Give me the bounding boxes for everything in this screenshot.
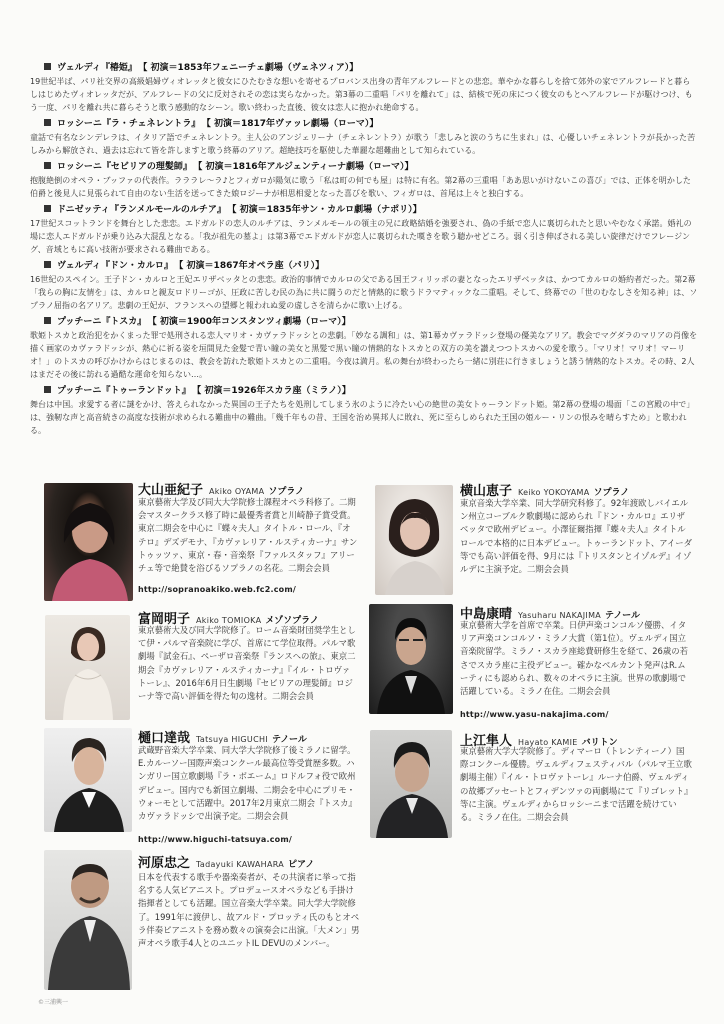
portrait-silhouette-icon	[370, 730, 452, 838]
opera-title: ドニゼッティ『ランメルモールのルチア』	[57, 205, 226, 215]
voice-type: テノール	[271, 735, 307, 745]
opera-premiere: 【 初演＝1816年アルジェンティーナ劇場（ローマ）】	[197, 162, 414, 172]
opera-title: ヴェルディ『椿姫』	[57, 63, 137, 73]
opera-synopsis: 童話で有名なシンデレラは、イタリア語でチェネレントラ。主人公のアンジェリーナ（チェネレントラ）が歌う「悲しみと涙のうちに生まれ」は、心優しいチェネレントラが長かった苦しみから解放され、過去は忘れて皆を許しますと歌う終幕のアリア。超絶技巧を駆使した華麗な超難曲として知られている。	[30, 133, 696, 155]
performer-bio: 武蔵野音楽大学卒業、同大学大学院修了後ミラノに留学。E.カルーソー国際声楽コンクール最高位等受賞歴多数。ハンガリー国立歌劇場『ラ・ボエーム』ロドルフォ役で欧州デビュー。国内でも新国立劇場、二期会を中心にプリモ・ウォーモとして活躍中。2017年2月東京二期会『トスカ』カヴァラドッシで出演予定。二期会会員	[138, 745, 357, 822]
performer-bio: 日本を代表する歌手や器楽奏者が、その共演者に挙って指名する人気ピアニスト。プロデュースオペラなども手掛け指揮者としても活躍。国立音楽大学卒業。同大学大学院修了。1991年に渡伊し、故アルド・プロッティ氏のもとオペラ伴奏ピアニストを務め数々の演奏会に出演。「大メン」男声オペラ歌手4人とのユニットIL DEVUのメンバー。	[138, 872, 360, 949]
performer-bio: 東京藝術大学及び同大大学院修士課程オペラ科修了。二期会マスタークラス修了時に最優秀者賞と川崎静子賞受賞。東京二期会を中心に『蝶々夫人』タイトル・ロール、『オテロ』デズデモナ、『カヴァレリア・ルスティカーナ』サントゥッツァ、東京・春・音楽祭『ファルスタッフ』アリーチェ等で絶賛を浴びるソプラノの名花。二期会会員	[138, 497, 358, 574]
performer-bio: 東京藝術大学を首席で卒業。日伊声楽コンコルソ優勝、イタリア声楽コンコルソ・ミラノ大賞（第1位）。ヴェルディ国立音楽院留学。ミラノ・スカラ座総費研修生を経て、26歳の若さでスカラ座に主役デビュー。確かなベルカント発声はR.ムーティにも認められ、数々のオペラに主演。世界の歌劇場で活躍している。ミラノ在住。二期会会員	[460, 620, 688, 697]
name-roman: Tatsuya HIGUCHI	[196, 735, 268, 744]
performer-photo	[375, 485, 453, 595]
performer-bio: 東京藝術大学大学院修了。ディマーロ（トレンティーノ）国際コンクール優勝。ヴェルディフェスティバル（パルマ王立歌劇場主催）『イル・トロヴァトーレ』ルーナ伯爵、ヴェルディの故郷ブッセートとフィデンツァの両劇場にて『リゴレット』等に主演。ヴェルディからロッシーニまで活躍を続けている。ミラノ在住。二期会会員	[460, 746, 692, 823]
opera-premiere: 【 初演＝1817年ヴァッレ劇場（ローマ）】	[206, 119, 379, 129]
name-ja: 河原忠之	[138, 856, 191, 871]
name-roman: Akiko TOMIOKA	[196, 616, 262, 625]
name-roman: Hayato KAMIE	[518, 738, 578, 747]
opera-synopsis: 歌姫トスカと政治犯をかくまった罪で処刑される恋人マリオ・カヴァラドッシとの悲劇。「妙なる調和」は、第1幕カヴァラドッシ登場の優美なアリア。教会でマグダラのマリアの肖像を描く画家のカヴァラドッシが、熱心に祈る姿を垣間見た金髪で青い瞳の美女と黒髪で黒い瞳の情熱的なトスカとの双方の美を讃えつつトスカへの愛を歌う。「マリオ！マリオ！マーリオ！」のトスカの呼びかけからはじまるのは、教会を訪れた歌姫トスカとの二重唱。今夜は満月。私の舞台が終わったら一緒に別荘に行きましょうと誘う情熱的なトスカ。その時、2人はまだその後に訪れる過酷な運命を知らない…。	[30, 331, 698, 379]
opera-synopsis: 舞台は中国。求愛する者に謎をかけ、答えられなかった異国の王子たちを処刑してしまう氷のように冷たい心の絶世の美女トゥーランドット姫。第2幕の登場の場面「この宮殿の中で」は、強靭な声と高音続きの高度な技術が求められる難曲中の難曲。「幾千年もの昔、王国を治め異邦人に敗れ、死に至らしめられた王国の姫ルー・リンの恨みを晴らすため」と歌われる。	[30, 400, 695, 435]
name-roman: Akiko OYAMA	[209, 487, 265, 496]
opera-title: ヴェルディ『ドン・カルロ』	[57, 261, 173, 271]
performer-url[interactable]: http://www.yasu-nakajima.com/	[460, 710, 609, 719]
opera-synopsis: 17世紀スコットランドを舞台とした悲恋。エドガルドの恋人のルチアは、ランメルモールの領主の兄に政略結婚を強要され、偽の手紙で恋人に裏切られたと思いやむなく承諾。婚礼の場に恋人エドガルドが乗り込み大混乱となる。「我が祖先の墓よ」は第3幕でエドガルドが恋人に裏切られた嘆きを歌う聴かせどころ。弱く引き伸ばされる美しい旋律だけでフレージング、音域ともに高い技術が要求される難曲である。	[30, 219, 692, 254]
opera-title: プッチーニ『トスカ』	[57, 317, 147, 327]
performer-photo	[44, 483, 133, 601]
opera-premiere: 【 初演＝1926年スカラ座（ミラノ）】	[196, 386, 351, 396]
name-ja: 上江隼人	[460, 734, 513, 749]
opera-title: ロッシーニ『セビリアの理髪師』	[57, 162, 192, 172]
voice-type: バリトン	[581, 738, 618, 748]
voice-type: テノール	[605, 611, 640, 621]
performer-bio: 東京藝術大及び同大学院修了。ローム音楽財団奨学生として伊・パルマ音楽院に学び、首席にて学位取得。パルマ歌劇場『試金石』、ペーザロ音楽祭『ランスへの旅』、東京二期会『カヴァレリア・ルスティカーナ』『イル・トロヴァトーレ』、2016年6月日生劇場『セビリアの理髪師』ロジーナ等で高い評価を得た旬の逸材。二期会会員	[138, 625, 356, 702]
opera-title: プッチーニ『トゥーランドット』	[57, 386, 191, 396]
opera-synopsis: 19世紀半ば、パリ社交界の高級娼婦ヴィオレッタと彼女にひたむきな想いを寄せるプロバンス出身の青年アルフレードとの悲恋。華やかな暮らしを捨て郊外の家でアルフレードと暮らしはじめたヴィオレッタだが、アルフレードの父に反対されその恋は実らなかった。第3幕の二重唱「パリを離れて」は、結核で死の床につく彼女のもとへアルフレードが駆けつけ、もう一度、パリを離れ共に暮らそうと歌う感動的なシーン。歌い終わった直後、彼女は恋人に抱かれ絶命する。	[30, 77, 693, 112]
opera-premiere: 【 初演＝1835年サン・カルロ劇場（ナポリ）】	[231, 205, 422, 215]
opera-title: ロッシーニ『ラ・チェネレントラ』	[57, 119, 201, 129]
portrait-silhouette-icon	[44, 728, 132, 832]
opera-synopsis: 16世紀のスペイン。王子ドン・カルロと王妃エリザベッタとの悲恋。政治的事情でカルロの父である国王フィリッポの妻となったエリザベッタは、かつてカルロの婚約者だった。第2幕「我らの胸に友情を」は、カルロと親友ロドリーゴが、圧政に苦しむ民の為に共に闘うのだと情熱的に歌うドラマティックな二重唱。そして、終幕での「世のむなしさを知る神」は、ソプラノ屈指の名アリア。悲劇の王妃が、フランスへの望郷と報われぬ愛の虚しさを清らかに歌い上げる。	[30, 275, 698, 310]
photo-credit: ©三浦興一	[38, 999, 69, 1006]
name-roman: Tadayuki KAWAHARA	[196, 860, 285, 869]
name-ja: 樋口達哉	[138, 731, 191, 746]
portrait-silhouette-icon	[44, 483, 133, 601]
name-ja: 大山亜紀子	[138, 483, 204, 498]
performer-name	[138, 852, 314, 871]
performer-photo	[44, 728, 132, 832]
voice-type: ソプラノ	[268, 487, 305, 497]
name-ja: 横山恵子	[460, 484, 513, 499]
opera-synopsis: 抱腹絶倒のオペラ・ブッファの代表作。ラララレ〜ラ♪とフィガロが陽気に歌う「私は町の何でも屋」は特に有名。第2幕の三重唱「ああ思いがけないこの喜び」では、正体を明かした伯爵と後見人に見張られて自由のない生活を送ってきた娘ロジーナが相思相愛となった喜びを歌い、フィガロは、首尾は上々と独白する。	[30, 176, 691, 198]
voice-type: メゾソプラノ	[265, 616, 319, 626]
performer-photo	[44, 850, 132, 990]
voice-type: ピアノ	[288, 860, 315, 870]
opera-premiere: 【 初演＝1900年コンスタンツィ劇場（ローマ）】	[152, 317, 351, 327]
name-roman: Keiko YOKOYAMA	[518, 488, 590, 497]
portrait-silhouette-icon	[369, 604, 453, 714]
performer-photo	[45, 615, 130, 720]
opera-premiere: 【 初演＝1853年フェニーチェ劇場（ヴェネツィア）】	[142, 63, 359, 73]
portrait-silhouette-icon	[45, 615, 130, 720]
voice-type: ソプラノ	[593, 488, 630, 498]
portrait-silhouette-icon	[44, 850, 132, 990]
name-roman: Yasuharu NAKAJIMA	[518, 611, 602, 620]
performer-photo	[370, 730, 452, 838]
name-ja: 中島康晴	[460, 607, 513, 622]
performer-url[interactable]: http://sopranoakiko.web.fc2.com/	[138, 585, 297, 594]
portrait-silhouette-icon	[375, 485, 453, 595]
performer-bio: 東京音楽大学卒業、同大学研究科修了。92年渡欧しバイエルン州立コーブルク歌劇場に認められ『ドン・カルロ』エリザベッタで欧州デビュー。小澤征爾指揮『蝶々夫人』タイトルロールで本格的に日本デビュー。トゥーランドット、アイーダ等でも高い評価を得、9月には『トリスタンとイゾルデ』イゾルデに主演予定。二期会会員	[460, 498, 692, 575]
performer-photo	[369, 604, 453, 714]
opera-premiere: 【 初演＝1867年オペラ座（パリ）】	[178, 261, 325, 271]
performer-url[interactable]: http://www.higuchi-tatsuya.com/	[138, 835, 293, 844]
name-ja: 富岡明子	[138, 612, 191, 627]
